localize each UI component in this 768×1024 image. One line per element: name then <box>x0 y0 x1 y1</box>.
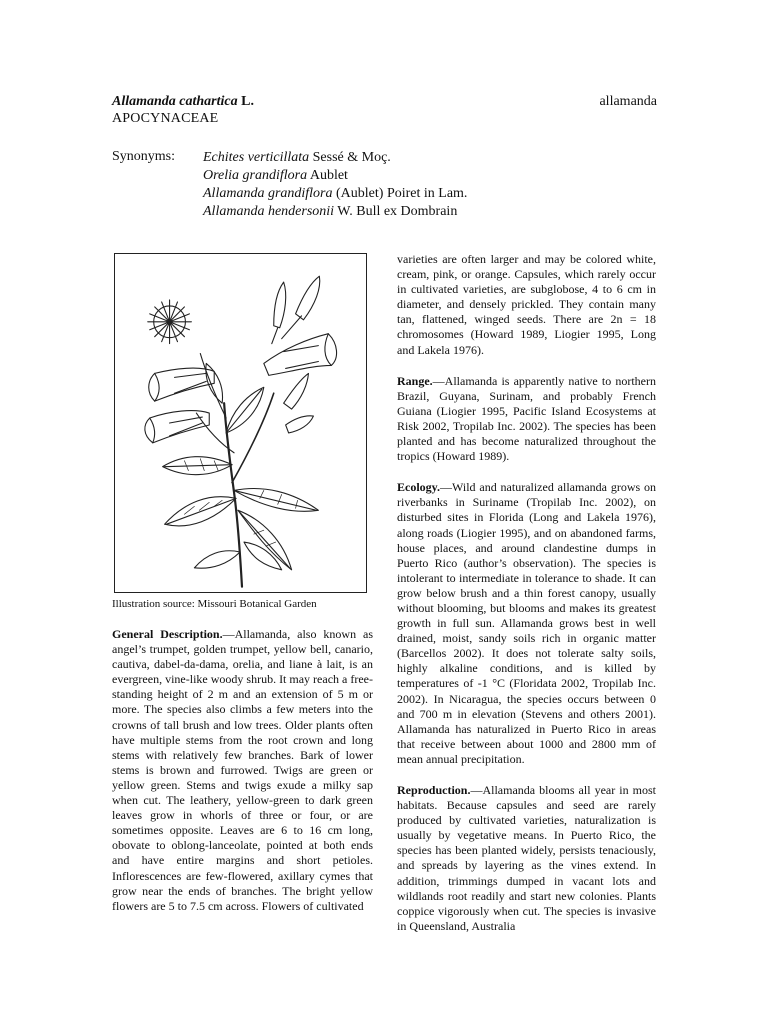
ecology-paragraph <box>397 480 656 767</box>
general-description-paragraph <box>112 627 373 914</box>
common-name: allamanda <box>599 94 657 109</box>
section-text: —Allamanda blooms all year in most habitats. Because capsules and seed are rarely produced by cultivated varieties, naturalization is usually by vegetative means. In Puerto Rico, the species has been planted widely, persists tenaciously, and spreads by layering as the vines extend. In addition, trimmings dumped in vacant lots and wildlands root readily and start new colonies. Plants coppice vigorously when cut. The species is invasive in Queensland, Australia <box>397 783 656 933</box>
range-paragraph <box>397 374 656 465</box>
section-heading: Reproduction. <box>397 783 471 797</box>
plant-drawing <box>115 254 366 592</box>
section-text: —Allamanda, also known as angel’s trumpet, golden trumpet, yellow bell, canario, cautiva, dabel-da-dama, orelia, and liane à lait, is an evergreen, vine-like woody shrub. It may reach a free-standing height of 2 m and an extension of 5 m or more. The species also climbs a few meters into the crowns of tall brush and low trees. Older plants often have multiple stems from the root crown and long stems with relatively few branches. Bark of lower stems is brown and furrowed. Twigs are green or yellow green. Stems and twigs exude a milky sap when cut. The leathery, yellow-green to dark green leaves grow in whorls of three or four, or are sometimes opposite. Leaves are 6 to 16 cm long, obovate to oblong-lanceolate, pointed at both ends and have entire margins and short petioles. Inflorescences are few-flowered, axillary cymes that grow near the ends of branches. The bright yellow flowers are 5 to 7.5 cm across. Flowers of cultivated <box>112 627 373 913</box>
left-column <box>112 627 373 930</box>
synonym-item: Orelia grandiflora Aublet <box>203 168 348 183</box>
section-heading: General Description. <box>112 627 223 641</box>
section-text: —Wild and naturalized allamanda grows on riverbanks in Suriname (Tropilab Inc. 2002), on disturbed sites in Florida (Long and Lakela 1976), along roads (Liogier 1995), and on abandoned farms, house places, and around clandestine dumps in Puerto Rico (author’s observation). The species is intolerant to intermediate in tolerance to shade. It can grow below brush and a thin forest canopy, usually without blooming, but blooms and makes its greatest growth in full sun. Allamanda grows best in well drained, moist, sandy soils rich in organic matter (Barcellos 2002). It does not tolerate salty soils, highly alkaline conditions, and is killed by temperatures of -1 °C (Floridata 2002, Tropilab Inc. 2002). In Nicaragua, the species occurs between 0 and 700 m in elevation (Stevens and others 2001). Allamanda has naturalized in Puerto Rico in areas that receive between about 1000 and 2800 mm of mean annual precipitation. <box>397 480 656 766</box>
synonym-item: Allamanda hendersonii W. Bull ex Dombrain <box>203 204 458 219</box>
continued-paragraph <box>397 252 656 358</box>
family-name: APOCYNACEAE <box>112 111 219 126</box>
synonym-item: Allamanda grandiflora (Aublet) Poiret in Lam. <box>203 186 468 201</box>
scientific-name: Allamanda cathartica <box>112 94 238 109</box>
figure-caption: Illustration source: Missouri Botanical Garden <box>112 598 317 610</box>
synonyms-label: Synonyms: <box>112 149 176 164</box>
botanical-illustration <box>114 253 367 593</box>
section-text: varieties are often larger and may be colored white, cream, pink, or orange. Capsules, which rarely occur in cultivated varieties, are subglobose, 4 to 6 cm in diameter, and densely prickled. They contain many tan, flattened, winged seeds. There are 2n = 18 chromosomes (Howard 1989, Liogier 1995, Long and Lakela 1976). <box>397 252 656 357</box>
right-column <box>397 252 656 950</box>
author-abbrev: L. <box>241 94 254 109</box>
species-title <box>112 94 254 110</box>
synonyms-list <box>203 149 467 221</box>
section-text: —Allamanda is apparently native to northern Brazil, Guyana, Surinam, and probably French Guiana (Liogier 1995, Pacific Island Ecosystems at Risk 2002, Tropilab Inc. 2002). The species has been planted and has become naturalized throughout the tropics (Howard 1989). <box>397 373 656 464</box>
synonym-item: Echites verticillata Sessé & Moç. <box>203 150 391 165</box>
section-heading: Ecology. <box>397 480 441 495</box>
reproduction-paragraph <box>397 783 656 934</box>
section-heading: Range. <box>397 373 433 388</box>
